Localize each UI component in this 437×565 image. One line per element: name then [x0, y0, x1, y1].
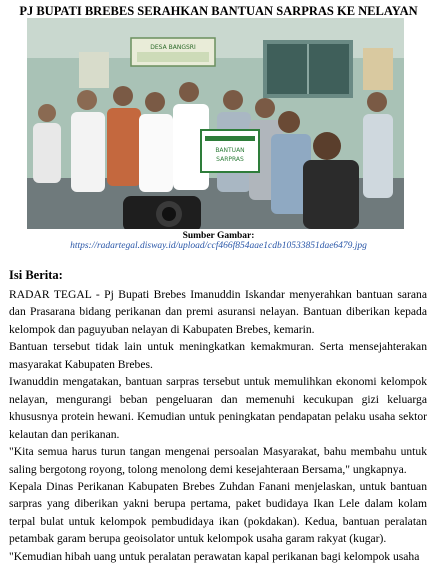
- article-photo: [27, 18, 404, 229]
- image-source-label: Sumber Gambar:: [182, 231, 255, 241]
- svg-text:SARPRAS: SARPRAS: [216, 156, 244, 163]
- paragraph: Bantuan tersebut tidak lain untuk meningkatkan kemakmuran. Serta mensejahterakan masyarakat Kabupaten Brebes.: [9, 340, 427, 371]
- paragraph: Iwanuddin mengatakan, bantuan sarpras tersebut untuk memulihkan ekonomi kelompok nelayan, mengurangi beban pengeluaran dan memenuhi kecukupan gizi keluarga khususnya protein hewani. Kemudian untuk peningkatan pendapatan pelaku usaha sektor kelautan dan perikanan.: [9, 375, 427, 441]
- image-source-url[interactable]: https://radartegal.disway.id/upload/ccf466f854aae1cdb10533851dae6479.jpg: [70, 241, 367, 251]
- article-title: PJ BUPATI BREBES SERAHKAN BANTUAN SARPRAS KE NELAYAN: [19, 4, 418, 18]
- svg-text:DESA BANGSRI: DESA BANGSRI: [150, 44, 196, 51]
- paragraph: Kepala Dinas Perikanan Kabupaten Brebes Zuhdan Fanani menjelaskan, untuk bantuan sarpras yang diberikan yakni berupa pertama, paket budidaya Ikan Lele dalam kolam terpal bulat untuk kelompok pembudidaya ikan (pokdakan). Kedua, bantuan peralatan petambak garam berupa geoisolator untuk kelompok usaha garam rakyat (kugar).: [9, 479, 427, 546]
- paragraph: "Kemudian hibah uang untuk peralatan perawatan kapal perikanan bagi kelompok usaha: [9, 549, 420, 563]
- article-body: [9, 286, 427, 565]
- paragraph: "Kita semua harus turun tangan mengenai persoalan Masyarakat, bahu membahu untuk saling bergotong royong, tolong menolong demi kesejahteraan Bersama," ungkapnya.: [9, 445, 427, 476]
- paragraph: RADAR TEGAL - Pj Bupati Brebes Imanuddin Iskandar menyerahkan bantuan sarana dan Prasarana bidang perikanan dan premi asuransi nelayan. Bantuan diberikan kepada kelompok dan paguyuban nelayan di Kabupaten Brebes, kemarin.: [9, 288, 427, 336]
- svg-text:BANTUAN: BANTUAN: [215, 147, 245, 154]
- section-heading: Isi Berita:: [9, 268, 63, 282]
